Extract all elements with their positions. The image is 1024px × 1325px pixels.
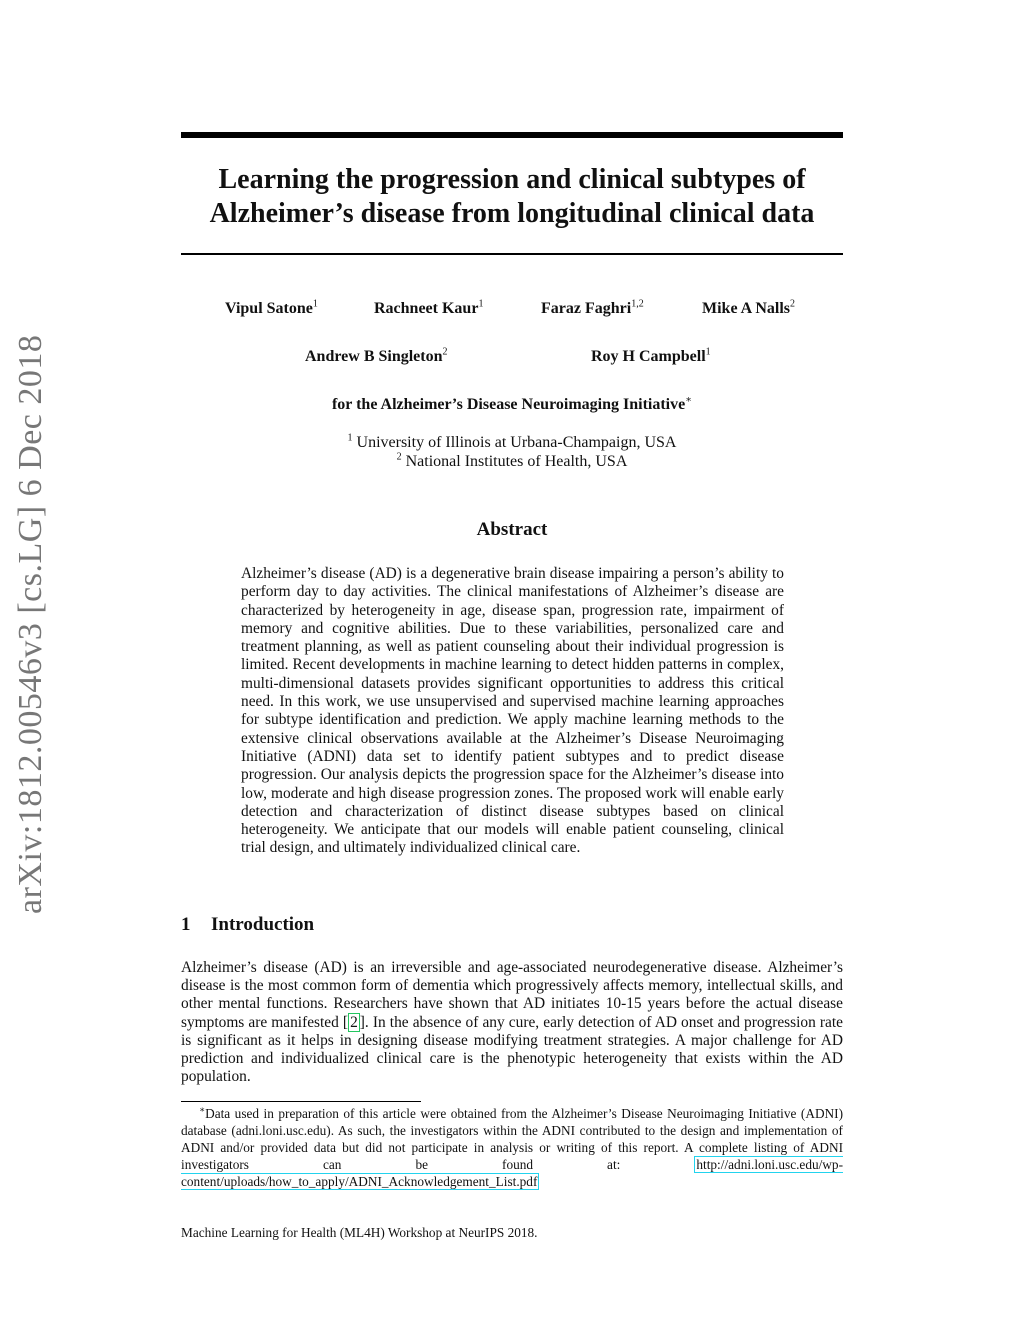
abstract-heading: Abstract [476,519,548,540]
author: Faraz Faghri$^{1,2}$ [541,298,644,317]
title-line-2: Alzheimer’s disease from longitudinal clinical data [209,198,815,229]
title-line-1: Learning the progression and clinical subtypes of [218,164,806,195]
author: Mike A Nalls$^2$ [702,298,796,317]
acknowledgement-list-link[interactable]: http://adni.loni.usc.edu/wp-content/uploads/how_to_apply/ADNI_Acknowledgement_List.pdf [181,1157,843,1189]
author: Andrew B Singleton$^2$ [305,346,448,365]
paper-title [181,163,843,231]
workshop-note: Machine Learning for Health (ML4H) Workshop at NeurIPS 2018. [181,1225,538,1240]
affiliation: $^1$ University of Illinois at Urbana-Champaign, USA [347,432,677,451]
footnote-rule [181,1101,421,1102]
footnote-mark: ∗ [198,1104,206,1115]
initiative-line: for the Alzheimer’s Disease Neuroimaging Initiative∗ [331,394,693,413]
section-number: 1 [181,914,191,935]
abstract-text: Alzheimer’s disease (AD) is a degenerative brain disease impairing a person’s ability to perform day to day activities. The clinical manifestations of Alzheimer’s disease are characterized by heterogeneity in age, disease span, progression rate, impairment of memory and cognitive abilities. Due to these variabilities, personalized care and treatment planning, as well as patient counseling about their individual progression is limited. Recent developments in machine learning to detect hidden patterns in complex, multi-dimensional datasets provides significant opportunities to address this critical need. In this work, we use unsupervised and supervised machine learning approaches for subtype identification and prediction. We apply machine learning methods to the extensive clinical observations available at the Alzheimer’s Disease Neuroimaging Initiative (ADNI) data set to identify patient subtypes and to predict disease progression. Our analysis depicts the progression space for the Alzheimer’s disease into low, moderate and high disease progression zones. The proposed work will enable early detection and characterization of distinct disease subtypes based on clinical heterogeneity. We anticipate that our models will enable patient counseling, clinical trial design, and ultimately individualized clinical care. [241,565,784,857]
author: Rachneet Kaur$^1$ [374,298,484,317]
section-title: Introduction [211,914,315,935]
introduction-text: Alzheimer’s disease (AD) is an irreversible and age-associated neurodegenerative disease. Alzheimer’s disease is the most common form of dementia which progressively affects memory, intellectual skills, and other mental functions. Researchers have shown that AD initiates 10-15 years before the actual disease symptoms are manifested [ 2 ]. In the absence of any cure, early detection of AD onset and progression rate is significant as it helps in designing disease modifying treatment strategies. A major challenge for AD prediction and individualized clinical care is the phenotypic heterogeneity that exists within the AD population. [181,959,843,1086]
footnote: ∗Data used in preparation of this article were obtained from the Alzheimer’s Disease Neuroimaging Initiative (ADNI) database (adni.loni.usc.edu). As such, the investigators within the ADNI contributed to the design and implementation of ADNI and/or provided data but did not participate in analysis or writing of this report. A complete listing of ADNI investigators can be found at: http://adni.loni.usc.edu/wp-content/uploads/how_to_apply/ADNI_Acknowledgement_List.pdf [181,1104,844,1189]
title-rule-bottom [181,253,843,255]
affiliation: $^2$ National Institutes of Health, USA [396,451,628,470]
author: Vipul Satone$^1$ [225,298,318,317]
title-rule-top [181,132,843,138]
arxiv-stamp: arXiv:1812.00546v3 [cs.LG] 6 Dec 2018 [12,334,49,914]
section-heading [181,914,314,936]
author: Roy H Campbell$^1$ [591,346,711,365]
citation-link[interactable]: 2 [350,1013,358,1031]
